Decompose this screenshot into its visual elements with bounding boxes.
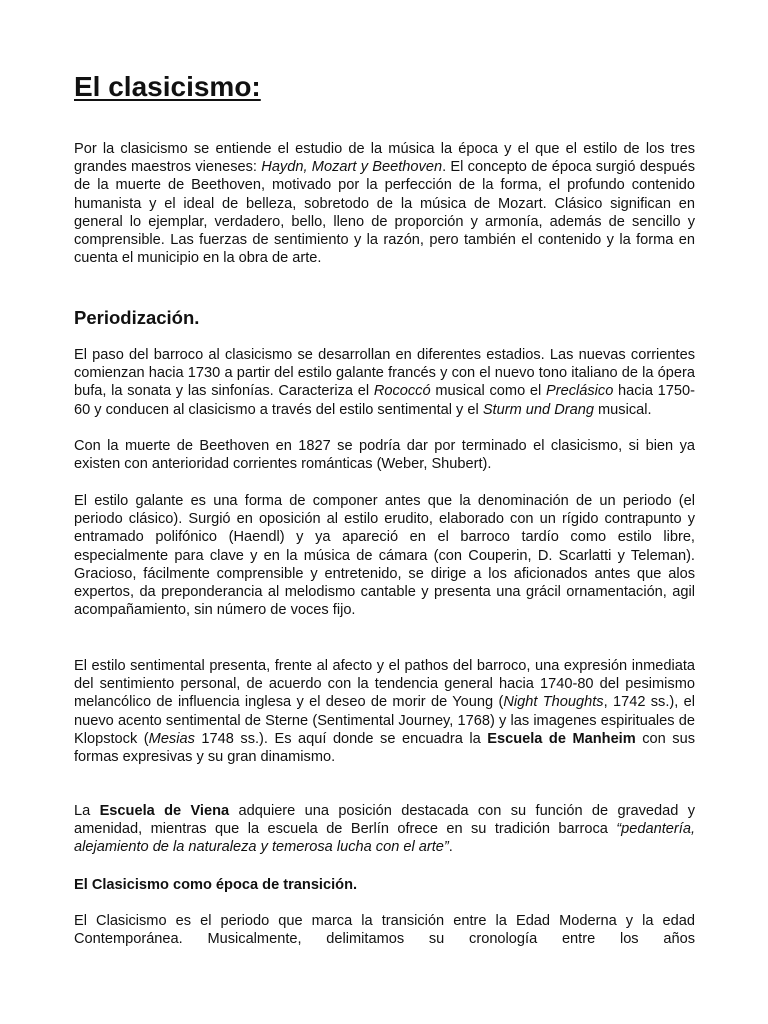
p1-text-4: musical.: [593, 401, 652, 418]
p4-escuela-viena: Escuela de Viena: [99, 803, 230, 819]
estilo-galante-paragraph: El estilo galante es una forma de componer antes que la denominación de un periodo (el periodo clásico). Surgió en oposición al estilo erudito, elaborado con un rígido contrapunto y entramado polifónico (Haendl) y ya apareció en el barroco tardío como estilo libre, especialmente para clave y en la música de cámara (con Couperin, D. Scarlatti y Teleman). Gracioso, fácilmente comprensible y entretenido, se dirige a los aficionados antes que alos expertos, da preponderancia al melodismo cantable y presenta una grácil ornamentación, agil acompañamiento, sin número de voces fijo.: [74, 493, 695, 619]
p1-text-3: hacia 1750-60 y conducen al clasicismo a través del estilo sentimental y el: [74, 383, 695, 418]
intro-paragraph: [74, 140, 695, 267]
p3-text-1: El estilo sentimental presenta, frente al afecto y el pathos del barroco, una expresión inmediata del sentimiento personal, de acuerdo con la tendencia general hacia 1740-80 del pesimismo melancólico de influencia inglesa y el deseo de morir de Young (: [74, 658, 695, 711]
p1-text-2: musical como el: [430, 383, 546, 400]
intro-text-1: Por la clasicismo se entiende el estudio de la música la época y el que el estilo de los tres grandes maestros vieneses:: [74, 141, 695, 176]
periodizacion-paragraph: [74, 346, 695, 419]
p4-text-2: adquiere una posición destacada con su función de gravedad y amenidad, mientras que la escuela de Berlín ofrece en su tradición barroca: [74, 803, 695, 838]
transicion-paragraph: El Clasicismo es el periodo que marca la transición entre la Edad Moderna y la edad Contemporánea. Musicalmente, delimitamos su cronología entre los años: [74, 913, 695, 948]
p4-text-3: .: [448, 839, 453, 856]
periodizacion-heading: Periodización.: [74, 307, 200, 328]
estilo-sentimental-paragraph: [74, 657, 695, 766]
p1-text-1: El paso del barroco al clasicismo se desarrollan en diferentes estadios. Las nuevas corrientes comienzan hacia 1730 a partir del estilo galante francés y con el nuevo tono italiano de la ópera bufa, la sonata y las sinfonías. Caracteriza el: [74, 347, 695, 400]
transicion-heading: El Clasicismo como época de transición.: [74, 877, 358, 893]
p4-quote: “pedantería, alejamiento de la naturaleza y temerosa lucha con el arte”: [74, 821, 695, 856]
intro-composers: Haydn, Mozart y Beethoven: [261, 159, 443, 176]
p1-preclasico: Preclásico: [546, 383, 614, 400]
beethoven-paragraph: Con la muerte de Beethoven en 1827 se podría dar por terminado el clasicismo, si bien ya existen con anterioridad corrientes románticas (Weber, Shubert).: [74, 438, 695, 473]
p4-text-1: La: [74, 803, 100, 819]
p1-sturm: Sturm und Drang: [482, 401, 594, 418]
p3-night-thoughts: Night Thoughts: [503, 694, 604, 711]
p3-text-2: , 1742 ss.), el nuevo acento sentimental de Sterne (Sentimental Journey, 1768) y las imagenes espirituales de Klopstock (: [74, 694, 696, 747]
p3-mesias: Mesias: [148, 730, 195, 747]
intro-text-2: . El concepto de época surgió después de la muerte de Beethoven, motivado por la perfección de la forma, el profundo contenido humanista y el ideal de belleza, sobretodo de la música de Mozart. Clásico significan en general lo ejemplar, verdadero, bello, lleno de proporción y armonía, además de sencillo y comprensible. Las fuerzas de sentimiento y la razón, pero también el contenido y la forma en cuenta el municipio en la obra de arte.: [74, 159, 695, 267]
document-title: El clasicismo:: [74, 71, 261, 102]
escuela-viena-paragraph: [74, 802, 695, 857]
p1-rococo: Rococcó: [373, 383, 431, 400]
p3-text-3: 1748 ss.). Es aquí donde se encuadra la: [194, 730, 488, 747]
p3-escuela-manheim: Escuela de Manheim: [487, 730, 636, 747]
p3-text-4: con sus formas expresivas y su gran dinamismo.: [74, 730, 695, 766]
